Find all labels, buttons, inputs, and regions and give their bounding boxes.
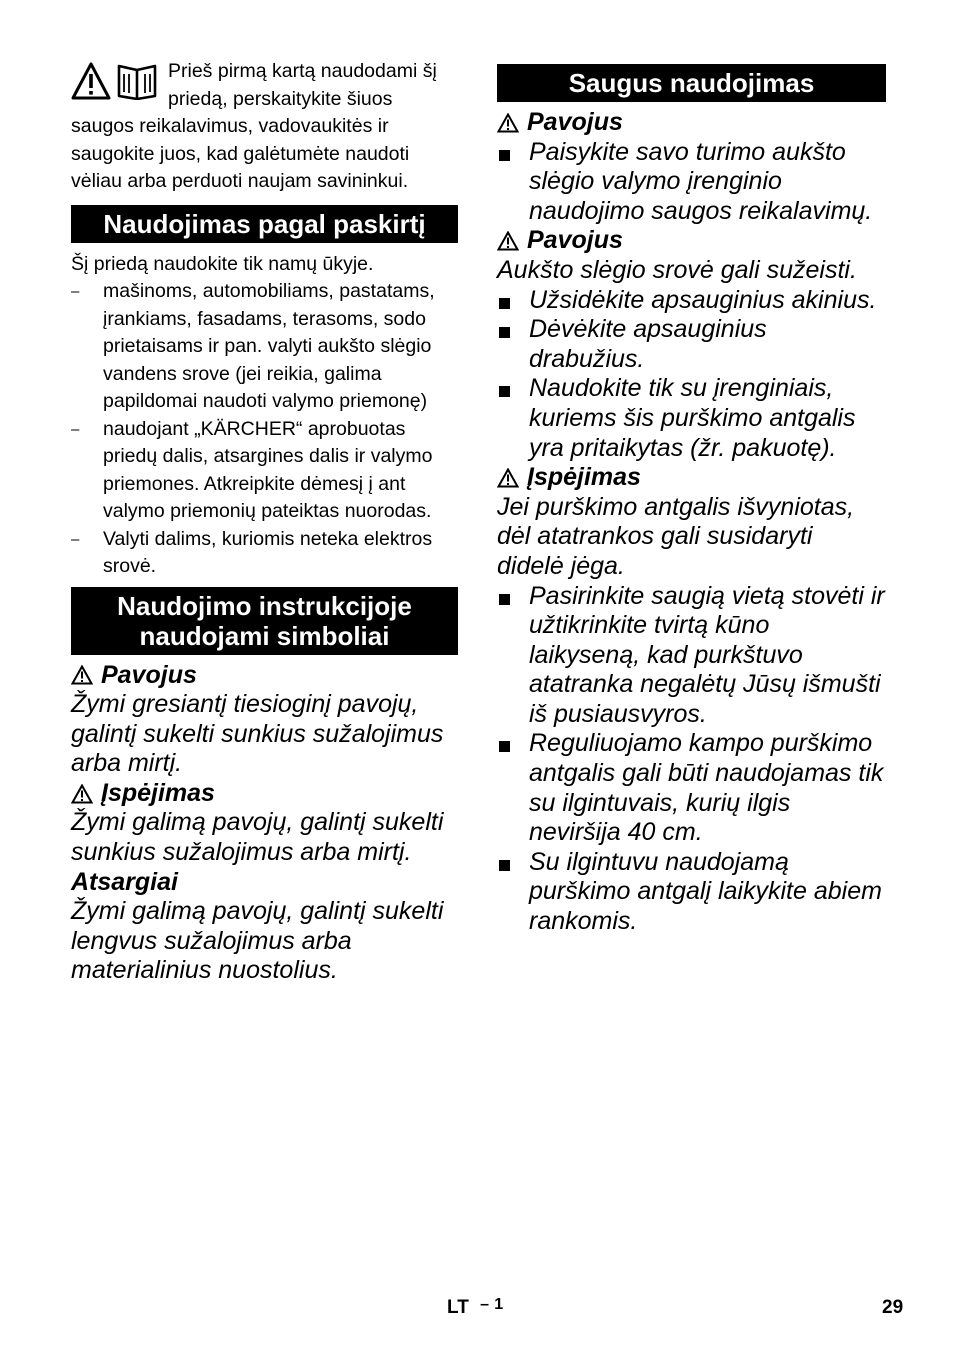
list-item: Pasirinkite saugią vietą stovėti ir užtikrinkite tvirtą kūno laikyseną, kad purkštuvo atatranka negalėtų Jūsų išmušti iš pusiausvyros. — [497, 582, 886, 730]
footer-section-label — [447, 1297, 503, 1319]
list-item: Naudokite tik su įrenginiais, kuriems šis purškimo antgalis yra pritaikytas (žr. pakuotę). — [497, 374, 886, 463]
warning-triangle-icon — [71, 62, 111, 100]
section-heading-symbols — [71, 587, 458, 655]
intended-use-list — [71, 278, 458, 581]
intro-text-first: Prieš pirmą kartą naudodami šį priedą, perskaitykite šiuos — [168, 60, 437, 110]
label-text: Pavojus — [527, 226, 623, 255]
warning-text: Aukšto slėgio srovė gali sužeisti. — [497, 255, 857, 284]
footer-lang: LT — [447, 1297, 469, 1318]
label-pavojus — [71, 661, 458, 691]
symbols-definitions — [71, 661, 458, 987]
intended-use-intro: Šį priedą naudokite tik namų ūkyje. — [71, 252, 374, 275]
warning-triangle-icon — [71, 665, 93, 685]
label-ispejimas — [497, 463, 886, 493]
intro-text-rest: saugos reikalavimus, vadovaukitės ir saugokite juos, kad galėtumėte naudoti vėliau arba perduoti naujam savininkui. — [71, 115, 410, 192]
section-heading-text: Saugus naudojimas — [568, 68, 815, 98]
section-heading-intended-use — [71, 205, 458, 243]
warning-triangle-icon — [497, 468, 519, 488]
label-pavojus — [497, 226, 886, 256]
label-pavojus — [497, 108, 886, 138]
list-item: – Valyti dalims, kuriomis neteka elektros srovė. — [71, 526, 458, 581]
list-item: Paisykite savo turimo aukšto slėgio valymo įrenginio naudojimo saugos reikalavimų. — [497, 138, 886, 227]
warning-text: Jei purškimo antgalis išvyniotas, dėl atatrankos gali susidaryti didelė jėga. — [497, 492, 855, 580]
list-item: Reguliuojamo kampo purškimo antgalis gali būti naudojamas tik su ilgintuvais, kurių ilgis neviršija 40 cm. — [497, 729, 886, 847]
list-item: Užsidėkite apsauginius akinius. — [497, 286, 886, 316]
list-item: – mašinoms, automobiliams, pastatams, įrankiams, fasadams, terasoms, sodo prietaisams ir pan. valyti aukšto slėgio vandens srove (jei reikia, galima papildomai naudoti valymo priemonę) — [71, 278, 458, 416]
footer-subpage: 1 — [494, 1296, 504, 1313]
right-column — [497, 58, 886, 937]
label-text: Įspėjimas — [527, 463, 641, 492]
intro-note — [71, 58, 458, 196]
section-heading-text: Naudojimas pagal paskirtį — [103, 208, 426, 239]
open-book-icon — [115, 62, 159, 100]
label-text: Įspėjimas — [101, 778, 215, 807]
section-heading-line: Naudojimo instrukcijoje — [117, 590, 412, 621]
section-heading-line: naudojami simboliai — [139, 620, 390, 651]
list-item: Dėvėkite apsauginius drabužius. — [497, 315, 886, 374]
safety-list — [497, 138, 886, 227]
page-number: 29 — [882, 1297, 904, 1318]
section-heading-safe-use — [497, 64, 886, 102]
list-item: – naudojant „KÄRCHER“ aprobuotas priedų dalis, atsargines dalis ir valymo priemones. Atkreipkite dėmesį į ant valymo priemonių pateiktas nuorodas. — [71, 416, 458, 526]
label-ispejimas — [71, 779, 458, 809]
label-text: Pavojus — [101, 660, 197, 689]
label-text: Pavojus — [527, 108, 623, 136]
warning-triangle-icon — [71, 784, 93, 804]
footer-separator: – — [480, 1296, 489, 1313]
definition-text: Žymi galimą pavojų, galintį sukelti sunkius sužalojimus arba mirtį. — [71, 808, 444, 867]
label-text: Atsargiai — [71, 867, 178, 896]
definition-text: Žymi gresiantį tiesioginį pavojų, galintį sukelti sunkius sužalojimus arba mirtį. — [71, 690, 444, 778]
list-item: Su ilgintuvu naudojamą purškimo antgalį laikykite abiem rankomis. — [497, 848, 886, 937]
safety-list — [497, 582, 886, 937]
definition-text: Žymi galimą pavojų, galintį sukelti lengvus sužalojimus arba materialinius nuostolius. — [71, 897, 444, 985]
safety-list — [497, 286, 886, 464]
left-column — [71, 58, 458, 986]
safe-use-content — [497, 108, 886, 937]
warning-triangle-icon — [497, 231, 519, 251]
label-atsargiai — [71, 868, 458, 898]
warning-triangle-icon — [497, 113, 519, 133]
